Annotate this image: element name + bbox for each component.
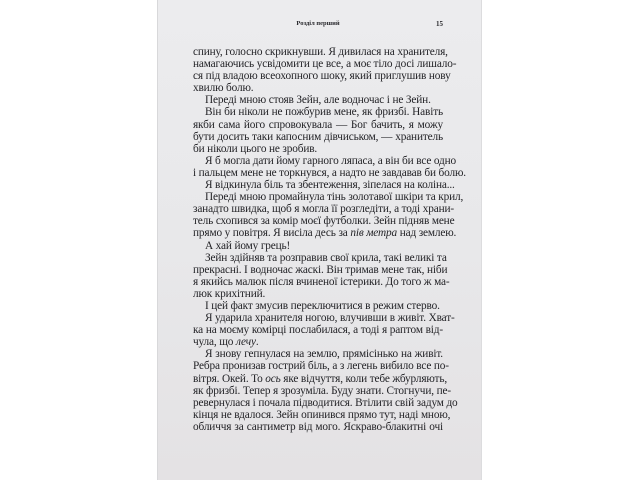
text-line: я якийсь малюк після вчиненої істерики. До того ж ма- bbox=[193, 275, 450, 288]
text-line: чула, що лечу. bbox=[193, 336, 259, 349]
chapter-title: Розділ перший bbox=[296, 20, 340, 27]
emphasis: лечу bbox=[235, 336, 256, 349]
text-line: Переді мною промайнула тінь золотавої шкіри та крил, bbox=[205, 191, 464, 204]
emphasis: пів метра bbox=[350, 227, 398, 240]
text-line: спину, голосно скрикнувши. Я дивилася на хранителя, bbox=[193, 46, 448, 58]
text-line: ся під владою всеохопного шоку, який приглушив нову bbox=[193, 70, 451, 83]
running-head bbox=[193, 20, 443, 32]
text-line: хвилю болю. bbox=[193, 82, 254, 95]
text-line: Переді мною стояв Зейн, але водночас і не Зейн. bbox=[205, 94, 431, 107]
text-line: обличчя за сантиметр від мого. Яскраво-блакитні очі bbox=[193, 420, 443, 433]
text-line: би ніколи цього не зробив. bbox=[193, 142, 318, 155]
text-line: І цей факт змусив переключитися в режим стерво. bbox=[205, 299, 440, 312]
text-line: Я знову гепнулася на землю, прямісінько на живіт. bbox=[205, 348, 443, 361]
text-line: Я б могла дати йому гарного ляпаса, а він би все одно bbox=[205, 154, 457, 167]
emphasis: ось bbox=[265, 372, 281, 385]
text-line: Я відкинула біль та збентеження, зіпелася на коліна... bbox=[205, 179, 455, 192]
text-line: Він би ніколи не пожбурив мене, як фризбі. Навіть bbox=[205, 106, 443, 119]
text-line: якби сама його спровокувала — Бог бачить, я можу bbox=[193, 118, 443, 131]
text-line: Я ударила хранителя ногою, влучивши в живіт. Хват- bbox=[205, 312, 455, 325]
page-number: 15 bbox=[436, 20, 443, 28]
text-line: і пальцем мене не торкнувся, а надто не завдавав би болю. bbox=[193, 166, 466, 179]
text-line: ревернулася і почала підводитися. Втілити свій задум до bbox=[193, 396, 458, 409]
text-line: А хай йому грець! bbox=[205, 239, 291, 252]
text-line: ка на моєму комірці послабилася, а тоді я раптом від- bbox=[193, 324, 443, 337]
text-line: кінця не вдалося. Зейн опинився прямо тут, наді мною, bbox=[193, 408, 451, 421]
text-line: тель схопився за комір моєї футболки. Зейн підняв мене bbox=[193, 215, 455, 228]
text-line: прекрасні. І водночас жаскі. Він тримав мене так, ніби bbox=[193, 263, 448, 276]
book-page bbox=[157, 0, 482, 480]
text-line: занадто швидка, щоб я могла її розгледіти, а тоді храни- bbox=[193, 203, 454, 216]
body-text bbox=[193, 46, 466, 433]
text-line: вітря. Окей. То ось яке відчуття, коли тебе жбурляють, bbox=[193, 372, 448, 385]
text-line: Зейн здійняв та розправив свої крила, такі великі та bbox=[205, 251, 447, 264]
text-line: бути досить таки капосним дівчиськом, — хранитель bbox=[193, 130, 443, 143]
text-line: намагаючись усвідомити це все, а моє тіло досі лишало- bbox=[193, 58, 457, 71]
text-line: як фризбі. Тепер я зрозуміла. Буду знати. Стогнучи, пе- bbox=[193, 384, 451, 397]
text-line: люк крихітний. bbox=[193, 287, 266, 300]
text-line: прямо у повітря. Я висіла десь за пів метра над землею. bbox=[193, 227, 457, 240]
text-line: Ребра пронизав гострий біль, а з легень вибило все по- bbox=[193, 360, 449, 373]
